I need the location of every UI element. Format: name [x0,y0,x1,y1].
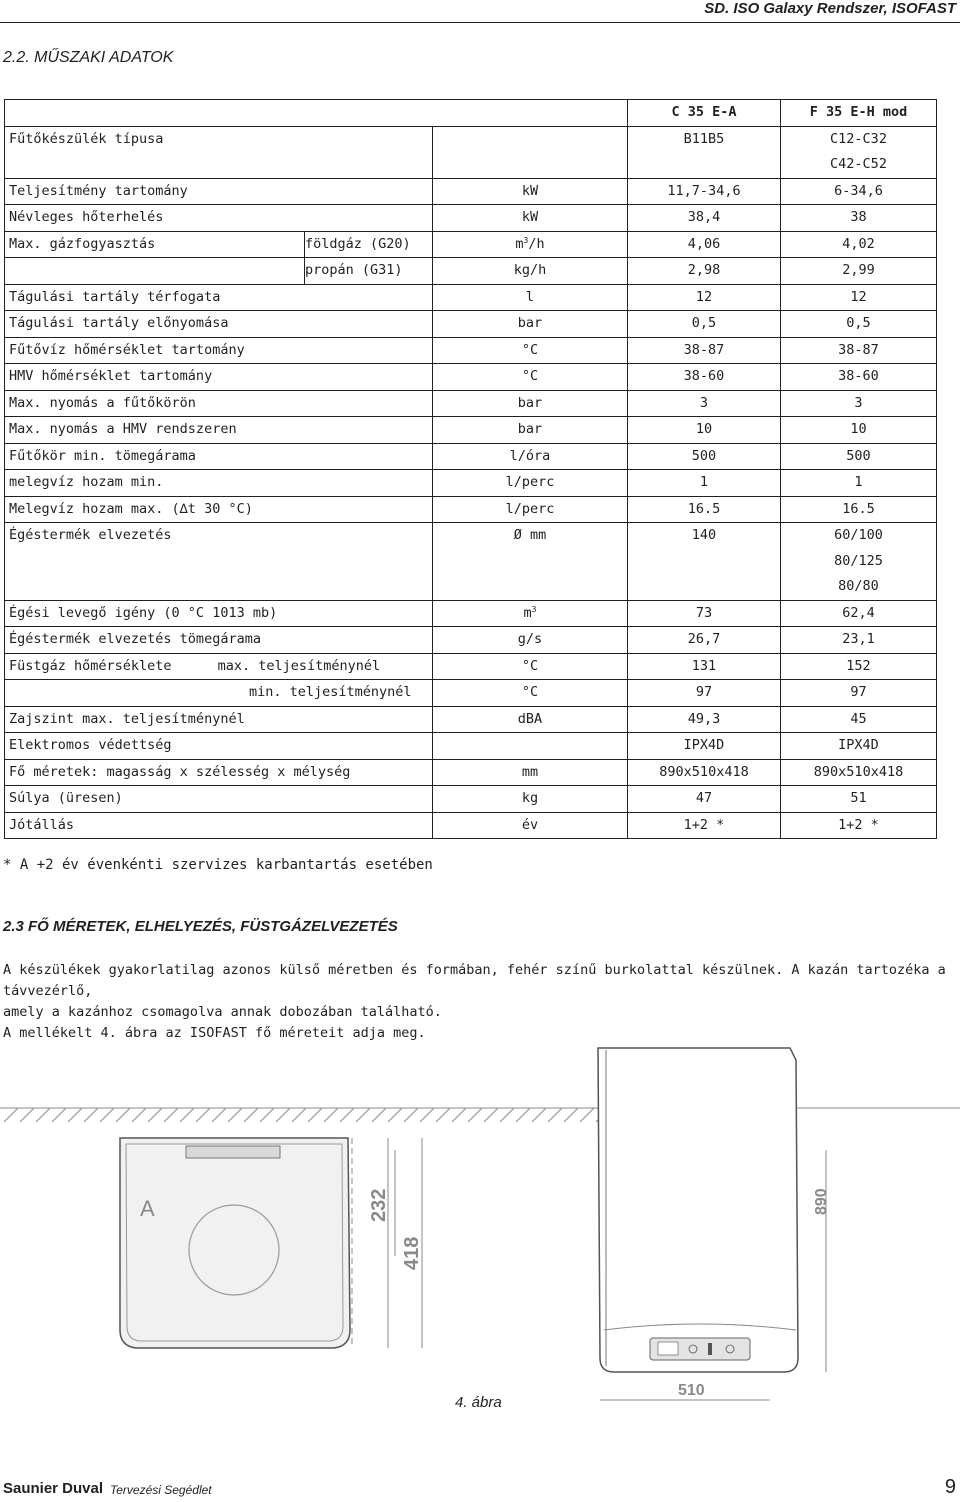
unit: bar [433,417,628,444]
unit: bar [433,311,628,338]
table-row [5,284,937,311]
unit: l/perc [433,496,628,523]
row-label: Max. gázfogyasztás [5,231,305,258]
value-b: IPX4D [781,733,937,760]
table-row [5,470,937,497]
table-row [5,733,937,760]
row-label: Égéstermék elvezetés [5,523,433,601]
row-label: Névleges hőterhelés [5,205,433,232]
table-row [5,126,937,178]
footer-subtitle: Tervezési Segédlet [110,1483,212,1497]
unit: $m^3/h$ [433,231,628,258]
table-row [5,311,937,338]
value-a: 500 [628,443,781,470]
value-a: 0,5 [628,311,781,338]
value-a: 16.5 [628,496,781,523]
value-b: 38-87 [781,337,937,364]
value-b: 3 [781,390,937,417]
table-row [5,258,937,285]
document-header-title: SD. ISO Galaxy Rendszer, ISOFAST [704,0,956,17]
unit: l/óra [433,443,628,470]
value-b: 23,1 [781,627,937,654]
unit: l [433,284,628,311]
page-number: 9 [944,1476,956,1498]
unit: °C [433,337,628,364]
table-row [5,205,937,232]
value-b: 152 [781,653,937,680]
unit: Ø mm [433,523,628,601]
paragraph-line: A készülékek gyakorlatilag azonos külső méretben és formában, fehér színű burkolattal készülnek. A kazán tartozéka a távvezérlő, [3,962,946,999]
row-label: Max. nyomás a fűtőkörön [5,390,433,417]
table-row [5,231,937,258]
value-b: 1 [781,470,937,497]
dimension-890: 890 [813,1188,830,1215]
row-label: Súlya (üresen) [5,786,433,813]
table-row [5,653,937,680]
table-row [5,812,937,839]
table-row [5,706,937,733]
value-a: 10 [628,417,781,444]
dimension-label-a: A [140,1196,155,1221]
value-b: 890x510x418 [781,759,937,786]
row-label: Füstgáz hőmérséklete max. teljesítménynél [5,653,433,680]
paragraph-line: amely a kazánhoz csomagolva annak dobozában található. [3,1004,442,1020]
row-sublabel: földgáz (G20) [305,231,433,258]
value-a: 131 [628,653,781,680]
body-paragraph [3,960,953,1044]
table-header-row [5,100,937,127]
value-a: 4,06 [628,231,781,258]
value-a: 73 [628,600,781,627]
table-row [5,443,937,470]
unit: °C [433,364,628,391]
value-b: 62,4 [781,600,937,627]
table-row [5,786,937,813]
technical-data-table [4,99,937,839]
value-b: 51 [781,786,937,813]
value-a: 11,7-34,6 [628,178,781,205]
value-b: 4,02 [781,231,937,258]
header-divider [0,22,960,23]
value-b: 80/125 [834,552,883,569]
section-title: 2.3 FŐ MÉRETEK, ELHELYEZÉS, FÜSTGÁZELVEZETÉS [3,918,398,935]
unit: °C [433,653,628,680]
dimension-510: 510 [678,1382,705,1399]
unit: kg [433,786,628,813]
row-label: Max. nyomás a HMV rendszeren [5,417,433,444]
figure-caption: 4. ábra [455,1394,502,1411]
unit: mm [433,759,628,786]
unit: $m^3$ [433,600,628,627]
table-row [5,364,937,391]
table-row [5,600,937,627]
value-b: 0,5 [781,311,937,338]
value-a: 890x510x418 [628,759,781,786]
value-b: 38 [781,205,937,232]
paragraph-line: A mellékelt 4. ábra az ISOFAST fő méreteit adja meg. [3,1025,426,1041]
value-a: 1+2 * [628,812,781,839]
table-row [5,178,937,205]
boiler-top-view [120,1138,388,1348]
value-a: 38,4 [628,205,781,232]
unit: l/perc [433,470,628,497]
row-label: Fűtőkészülék típusa [5,126,433,178]
unit: bar [433,390,628,417]
row-label: Égési levegő igény (0 °C 1013 mb) [5,600,433,627]
value-b: 6-34,6 [781,178,937,205]
value-b: C42-C52 [830,156,887,172]
row-label: HMV hőmérséklet tartomány [5,364,433,391]
row-sublabel: min. teljesítménynél [5,680,433,707]
row-label: Égéstermék elvezetés tömegárama [5,627,433,654]
table-row [5,496,937,523]
row-label: Teljesítmény tartomány [5,178,433,205]
ceiling-hatch [0,1108,960,1122]
value-a: IPX4D [628,733,781,760]
value-a: 49,3 [628,706,781,733]
table-row [5,337,937,364]
value-b: 45 [781,706,937,733]
row-label: Zajszint max. teljesítménynél [5,706,433,733]
row-label: Elektromos védettség [5,733,433,760]
table-row [5,680,937,707]
value-b: 38-60 [781,364,937,391]
value-b: C12-C32 [830,130,887,147]
footer-brand: Saunier Duval [3,1480,104,1497]
row-label: Fő méretek: magasság x szélesség x mélység [5,759,433,786]
unit: kW [433,205,628,232]
table-row [5,417,937,444]
value-a: 26,7 [628,627,781,654]
value-a: 38-60 [628,364,781,391]
table-row [5,759,937,786]
unit: év [433,812,628,839]
row-label: Melegvíz hozam max. (∆t 30 °C) [5,496,433,523]
unit: kW [433,178,628,205]
row-sublabel: propán (G31) [305,258,433,285]
value-a: 97 [628,680,781,707]
section-title: 2.2. MŰSZAKI ADATOK [3,49,174,66]
unit: g/s [433,627,628,654]
value-b: 97 [781,680,937,707]
column-header-c35: C 35 E-A [628,100,781,127]
table-row [5,523,937,601]
unit: kg/h [433,258,628,285]
value-b: 80/80 [838,578,879,594]
dimension-232: 232 [368,1188,390,1222]
footnote: * A +2 év évenkénti szervizes karbantartás esetében [3,857,433,873]
value-a: 140 [628,523,781,601]
row-label: Jótállás [5,812,433,839]
value-a: B11B5 [628,126,781,178]
row-label: Tágulási tartály térfogata [5,284,433,311]
value-a: 47 [628,786,781,813]
table-row [5,390,937,417]
row-label: Fűtővíz hőmérséklet tartomány [5,337,433,364]
table-row [5,627,937,654]
value-a: 38-87 [628,337,781,364]
row-label: Fűtőkör min. tömegárama [5,443,433,470]
row-label: melegvíz hozam min. [5,470,433,497]
boiler-front-view [598,1048,798,1372]
unit: °C [433,680,628,707]
value-a: 2,98 [628,258,781,285]
unit [433,733,628,760]
value-a: 12 [628,284,781,311]
row-label: Tágulási tartály előnyomása [5,311,433,338]
value-a: 1 [628,470,781,497]
value-b: 2,99 [781,258,937,285]
value-b: 500 [781,443,937,470]
value-b: 16.5 [781,496,937,523]
column-header-f35: F 35 E-H mod [781,100,937,127]
unit: dBA [433,706,628,733]
value-b: 12 [781,284,937,311]
value-a: 3 [628,390,781,417]
value-b: 60/100 [834,527,883,543]
boiler-dimensions-figure [0,1040,960,1430]
value-b: 1+2 * [781,812,937,839]
value-b: 10 [781,417,937,444]
dimension-418: 418 [401,1236,423,1270]
